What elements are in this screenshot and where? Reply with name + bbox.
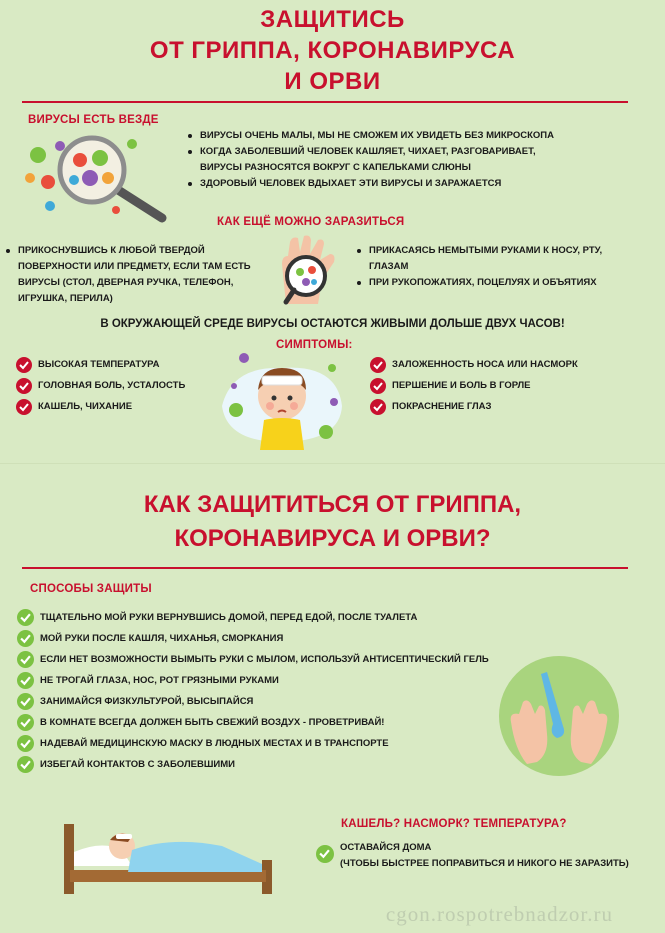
list-item: ПОКРАСНЕНИЕ ГЛАЗ — [370, 396, 578, 417]
viruses-list — [186, 128, 626, 192]
list-item: МОЙ РУКИ ПОСЛЕ КАШЛЯ, ЧИХАНЬЯ, СМОРКАНИЯ — [17, 628, 489, 649]
protect-list — [17, 607, 489, 775]
infection-left-list — [4, 243, 264, 307]
green-check-icon — [17, 630, 34, 647]
green-check-icon — [316, 845, 334, 863]
list-item: ПОВЕРХНОСТИ ИЛИ ПРЕДМЕТУ, ЕСЛИ ТАМ ЕСТЬ — [18, 261, 251, 272]
list-item: ПРИКАСАЯСЬ НЕМЫТЫМИ РУКАМИ К НОСУ, РТУ, — [355, 243, 635, 259]
red-check-icon — [370, 357, 386, 373]
infection-right-list — [355, 243, 635, 291]
red-check-icon — [16, 357, 32, 373]
hand-magnifier-icon — [268, 234, 346, 312]
list-item: ВИРУСЫ (СТОЛ, ДВЕРНАЯ РУЧКА, ТЕЛЕФОН, — [18, 277, 234, 288]
list-item: ЗАНИМАЙСЯ ФИЗКУЛЬТУРОЙ, ВЫСЫПАЙСЯ — [17, 691, 489, 712]
protect-title: КАК ЗАЩИТИТЬСЯ ОТ ГРИППА, КОРОНАВИРУСА И ОРВИ? — [143, 491, 522, 552]
list-item: ПРИ РУКОПОЖАТИЯХ, ПОЦЕЛУЯХ И ОБЪЯТИЯХ — [355, 275, 635, 291]
list-item: КОГДА ЗАБОЛЕВШИЙ ЧЕЛОВЕК КАШЛЯЕТ, ЧИХАЕТ, РАЗГОВАРИВАЕТ, — [186, 144, 626, 160]
green-check-icon — [17, 714, 34, 731]
symptoms-right-list — [370, 354, 578, 417]
list-item: НЕ ТРОГАЙ ГЛАЗА, НОС, РОТ ГРЯЗНЫМИ РУКАМИ — [17, 670, 489, 691]
sick-child-icon — [212, 346, 352, 454]
hand-washing-icon — [497, 654, 621, 778]
red-check-icon — [370, 378, 386, 394]
viruses-heading: ВИРУСЫ ЕСТЬ ВЕЗДЕ — [28, 114, 159, 126]
list-item: ГОЛОВНАЯ БОЛЬ, УСТАЛОСТЬ — [16, 375, 185, 396]
green-check-icon — [17, 609, 34, 626]
list-item: ЗДОРОВЫЙ ЧЕЛОВЕК ВДЫХАЕТ ЭТИ ВИРУСЫ И ЗАРАЖАЕТСЯ — [186, 176, 626, 192]
protect-heading: СПОСОБЫ ЗАЩИТЫ — [30, 583, 152, 595]
red-check-icon — [16, 378, 32, 394]
green-check-icon — [17, 672, 34, 689]
section-divider — [0, 463, 665, 464]
page-title: ЗАЩИТИСЬ ОТ ГРИППА, КОРОНАВИРУСА И ОРВИ — [149, 6, 516, 95]
symptoms-heading: СИМПТОМЫ: — [276, 339, 353, 351]
list-item: ГЛАЗАМ — [369, 261, 409, 272]
website-watermark: cgon.rospotrebnadzor.ru — [385, 902, 613, 926]
list-item: ЕСЛИ НЕТ ВОЗМОЖНОСТИ ВЫМЫТЬ РУКИ С МЫЛОМ, ИСПОЛЬЗУЙ АНТИСЕПТИЧЕСКИЙ ГЕЛЬ — [17, 649, 489, 670]
green-check-icon — [17, 651, 34, 668]
list-item: ИГРУШКА, ПЕРИЛА) — [18, 293, 113, 304]
magnifier-viruses-icon — [20, 130, 170, 225]
list-item: ЗАЛОЖЕННОСТЬ НОСА ИЛИ НАСМОРК — [370, 354, 578, 375]
red-check-icon — [16, 399, 32, 415]
list-item: ВЫСОКАЯ ТЕМПЕРАТУРА — [16, 354, 185, 375]
list-item: ТЩАТЕЛЬНО МОЙ РУКИ ВЕРНУВШИСЬ ДОМОЙ, ПЕРЕД ЕДОЙ, ПОСЛЕ ТУАЛЕТА — [17, 607, 489, 628]
sick-heading: КАШЕЛЬ? НАСМОРК? ТЕМПЕРАТУРА? — [341, 818, 567, 830]
title-divider — [22, 101, 628, 103]
list-item: ВИРУСЫ РАЗНОСЯТСЯ ВОКРУГ С КАПЕЛЬКАМИ СЛЮНЫ — [200, 162, 471, 173]
list-item: КАШЕЛЬ, ЧИХАНИЕ — [16, 396, 185, 417]
infection-heading: КАК ЕЩЁ МОЖНО ЗАРАЗИТЬСЯ — [217, 216, 405, 228]
virus-lifetime-note: В ОКРУЖАЮЩЕЙ СРЕДЕ ВИРУСЫ ОСТАЮТСЯ ЖИВЫМИ ДОЛЬШЕ ДВУХ ЧАСОВ! — [100, 318, 565, 330]
symptoms-left-list — [16, 354, 185, 417]
list-item: ИЗБЕГАЙ КОНТАКТОВ С ЗАБОЛЕВШИМИ — [17, 754, 489, 775]
protect-divider — [22, 567, 628, 569]
green-check-icon — [17, 735, 34, 752]
red-check-icon — [370, 399, 386, 415]
list-item: ПЕРШЕНИЕ И БОЛЬ В ГОРЛЕ — [370, 375, 578, 396]
green-check-icon — [17, 693, 34, 710]
stay-home-text: ОСТАВАЙСЯ ДОМА (ЧТОБЫ БЫСТРЕЕ ПОПРАВИТЬСЯ И НИКОГО НЕ ЗАРАЗИТЬ) — [340, 842, 629, 869]
list-item: ВИРУСЫ ОЧЕНЬ МАЛЫ, МЫ НЕ СМОЖЕМ ИХ УВИДЕТЬ БЕЗ МИКРОСКОПА — [186, 128, 626, 144]
list-item: ПРИКОСНУВШИСЬ К ЛЮБОЙ ТВЕРДОЙ — [4, 243, 264, 259]
green-check-icon — [17, 756, 34, 773]
list-item: НАДЕВАЙ МЕДИЦИНСКУЮ МАСКУ В ЛЮДНЫХ МЕСТАХ И В ТРАНСПОРТЕ — [17, 733, 489, 754]
sick-check-icon — [316, 845, 340, 863]
child-in-bed-icon — [62, 810, 274, 896]
list-item: В КОМНАТЕ ВСЕГДА ДОЛЖЕН БЫТЬ СВЕЖИЙ ВОЗДУХ - ПРОВЕТРИВАЙ! — [17, 712, 489, 733]
